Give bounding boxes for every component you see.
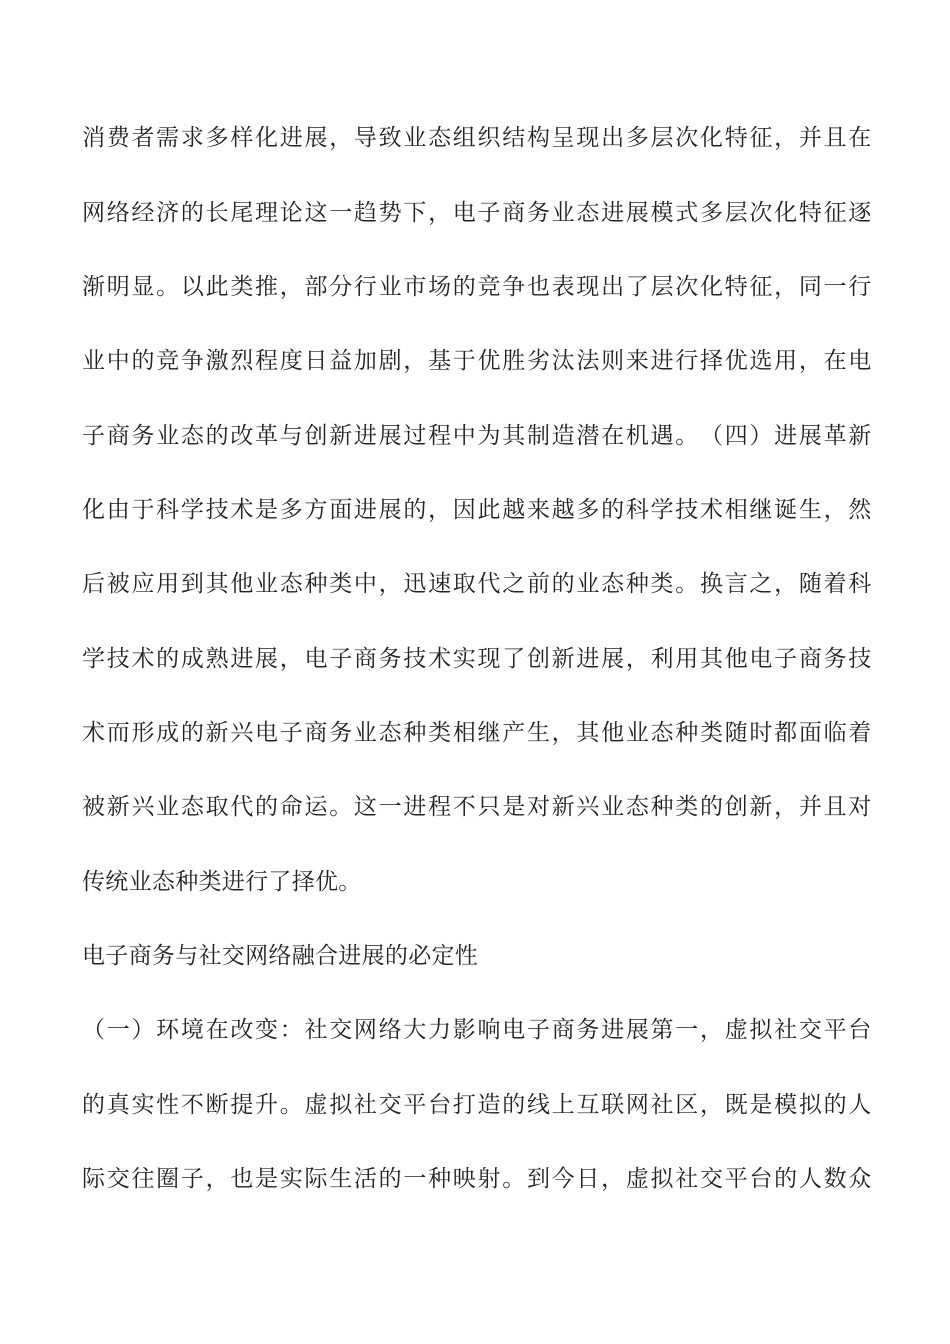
paragraph-line: 学 技 术 的 成 熟 进 展 ， 电 子 商 务 技 术 实 现 了 创 新 进 展 ， 利 用 其 他 电 子 商 务 技 (82, 646, 872, 672)
paragraph-line: 渐 明 显 。 以 此 类 推 ， 部 分 行 业 市 场 的 竞 争 也 表 现 出 了 层 次 化 特 征 ， 同 一 行 (82, 274, 872, 300)
paragraph-line: 网 络 经 济 的 长 尾 理 论 这 一 趋 势 下 ， 电 子 商 务 业 态 进 展 模 式 多 层 次 化 特 征 逐 (82, 200, 872, 226)
paragraph-line: 子 商 务 业 态 的 改 革 与 创 新 进 展 过 程 中 为 其 制 造 潜 在 机 遇 。 （ 四 ） 进 展 革 新 (82, 423, 872, 449)
paragraph-line: 消 费 者 需 求 多 样 化 进 展 ， 导 致 业 态 组 织 结 构 呈 现 出 多 层 次 化 特 征 ， 并 且 在 (82, 125, 872, 151)
paragraph-line: 业 中 的 竞 争 激 烈 程 度 日 益 加 剧 ， 基 于 优 胜 劣 汰 法 则 来 进 行 择 优 选 用 ， 在 电 (82, 348, 872, 374)
section-heading: 电子商务与社交网络融合进展的必定性 (82, 943, 479, 969)
paragraph-line: 际 交 往 圈 子 ， 也 是 实 际 生 活 的 一 种 映 射 。 到 今 日 ， 虚 拟 社 交 平 台 的 人 数 众 (82, 1166, 872, 1192)
paragraph-line: 术 而 形 成 的 新 兴 电 子 商 务 业 态 种 类 相 继 产 生 ， 其 他 业 态 种 类 随 时 都 面 临 着 (82, 720, 872, 746)
paragraph-line-last: 传统业态种类进行了择优。 (82, 869, 362, 895)
paragraph-line: 化 由 于 科 学 技 术 是 多 方 面 进 展 的 ， 因 此 越 来 越 多 的 科 学 技 术 相 继 诞 生 ， 然 (82, 497, 872, 523)
paragraph-line: 的 真 实 性 不 断 提 升 。 虚 拟 社 交 平 台 打 造 的 线 上 互 联 网 社 区 ， 既 是 模 拟 的 人 (82, 1092, 872, 1118)
paragraph-line: （ 一 ） 环 境 在 改 变 ： 社 交 网 络 大 力 影 响 电 子 商 务 进 展 第 一 ， 虚 拟 社 交 平 台 (82, 1017, 872, 1043)
paragraph-line: 后 被 应 用 到 其 他 业 态 种 类 中 ， 迅 速 取 代 之 前 的 业 态 种 类 。 换 言 之 ， 随 着 科 (82, 571, 872, 597)
paragraph-line: 被 新 兴 业 态 取 代 的 命 运 。 这 一 进 程 不 只 是 对 新 兴 业 态 种 类 的 创 新 ， 并 且 对 (82, 794, 872, 820)
